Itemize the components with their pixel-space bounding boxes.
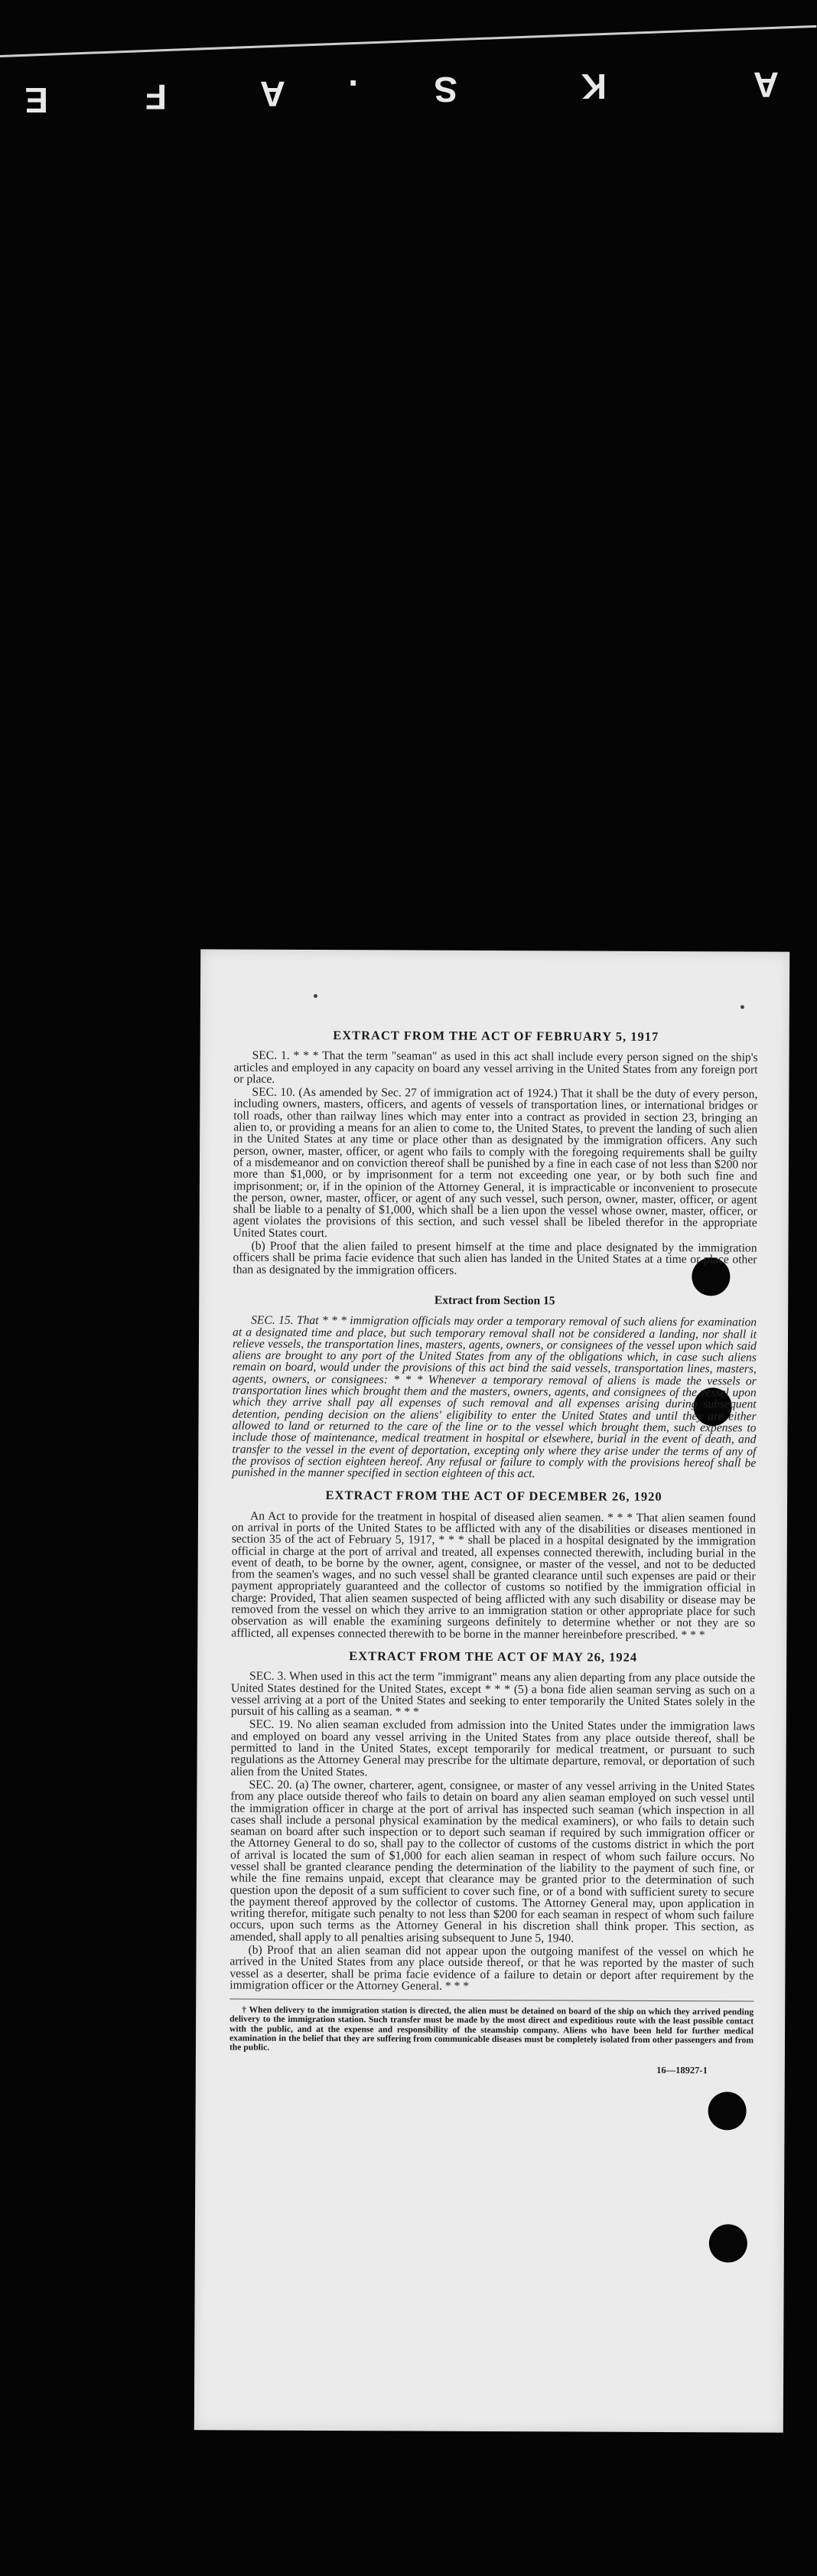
paragraph: SEC. 10. (As amended by Sec. 27 of immigration act of 1924.) That it shall be the duty of every person, including owners, masters, officers, and agents of vessels of transportation lines, or international bridges or toll roads, other than railway lines which may enter into a contract as provided in section 23, bringing an alien to, or providing a means for an alien to come to, the United States, to prevent the landing of such alien in the United States at any time or place other than as designated by the immigration officers. Any such person, owner, master, officer, or agent who fails to comply with the foregoing requirements shall be guilty of a misdemeanor and on conviction thereof shall be punished by a fine in each case of not less than $200 nor more than $1,000, or by imprisonment for a term not exceeding one year, or by both such fine and imprisonment; or, if in the opinion of the Attorney General, it is impracticable or inconvenient to prosecute the person, owner, master, officer, or agent of any such vessel, such person, owner, master, officer, or agent shall be liable to a penalty of $1,000, which shall be a lien upon the vessel whose owner, master, officer, or agent violates the provisions of this section, and such vessel shall be libeled therefor in the appropriate United States court. [233,1085,758,1240]
paragraph: (b) Proof that the alien failed to present himself at the time and place designated by the immigration officers shall be prima facie evidence that such alien has landed in the United States at a time or place other than as designated by the immigration officers. [233,1239,757,1277]
document-body [229,1029,758,2078]
paragraph: SEC. 15. That * * * immigration officials may order a temporary removal of such aliens for examination at a designated time and place, but such temporary removal shall not be considered a landing, nor shall it relieve vessels, the transportation lines, masters, agents, owners, or consignees of the vessel upon which said aliens are brought to any port of the United States from any of the obligations which, in case such aliens remain on board, would under the provisions of this act bind the said vessels, transportation lines, masters, agents, owners, or consignees: * * * Whenever a temporary removal of aliens is made the vessels or transportation lines which brought them and the masters, owners, agents, and consignees of the vessel upon which they arrive shall pay all expenses of such removal and all expenses arising during subsequent detention, pending decision on the aliens' eligibility to enter the United States and until they are either allowed to land or returned to the care of the line or to the vessel which brought them, such expenses to include those of maintenance, medical treatment in hospital or elsewhere, burial in the event of death, and transfer to the vessel in the event of deportation, excepting only where they arise under the terms of any of the provisos of section eighteen hereof. Any refusal or failure to comply with the provisions hereof shall be punished in the manner specified in section eighteen of this act. [232,1313,757,1481]
section-heading: EXTRACT FROM THE ACT OF FEBRUARY 5, 1917 [333,1028,659,1044]
film-letter: A [258,74,285,114]
film-letter: K [579,67,607,106]
paragraph: SEC. 1. * * * That the term "seaman" as used in this act shall include every person signed on the ship's articles and employed in any capacity on board any vessel arriving in the United States from any foreign port or place. [233,1048,758,1086]
document-page [194,949,789,2432]
form-code: 16—18927-1 [656,2065,708,2076]
binder-hole [709,2224,747,2262]
speck [741,1005,744,1009]
section-heading: EXTRACT FROM THE ACT OF MAY 26, 1924 [349,1648,638,1665]
paragraph: SEC. 20. (a) The owner, charterer, agent, consignee, or master of any vessel arriving in the United States from any place outside thereof who fails to detain on board any alien seaman employed on such vessel until the immigration officer in charge at the port of arrival has inspected such seaman (which inspection in all cases shall include a personal physical examination by the medical examiners), or who fails to detain such seaman on board after such inspection or to deport such seaman if required by such immigration officer or the Attorney General to do so, shall pay to the collector of customs of the customs district in which the port of arrival is located the sum of $1,000 for each alien seaman in respect of whom such failure occurs. No vessel shall be granted clearance pending the determination of the liability to the payment of such fine, or while the fine remains unpaid, except that clearance may be granted prior to the determination of such question upon the deposit of a sum sufficient to cover such fine, or of a bond with sufficient surety to secure the payment thereof approved by the collector of customs. The Attorney General may, upon application in writing therefor, mitigate such penalty to not less than $200 for each seaman in respect of whom such failure occurs, upon such terms as the Attorney General in his discretion shall think proper. This section, as amended, shall apply to all penalties arising subsequent to June 5, 1940. [229,1778,755,1945]
footnote-text: † When delivery to the immigration station is directed, the alien must be detained on board of the ship on which they arrived pending delivery to the immigration station. Such transfer must be made by the most direct and expeditious route with the least possible contact with the public, and at the expense and responsibility of the steamship company. Aliens who have been held for further medical examination in the belief that they are suffering from communicable diseases must be completely isolated from other passengers and from the public. [229,2004,754,2053]
film-letter: E [23,80,48,120]
film-letter: S [432,70,457,109]
section-heading: EXTRACT FROM THE ACT OF DECEMBER 26, 1920 [325,1488,662,1505]
speck [314,994,317,998]
footnote [229,1999,754,2055]
paragraph: An Act to provide for the treatment in hospital of diseased alien seamen. * * * That alien seamen found on arrival in ports of the United States to be afflicted with any of the disabilities or diseases mentioned in section 35 of the act of February 5, 1917, * * * shall be placed in a hospital designated by the immigration official in charge at the port of arrival and treated, all expenses connected therewith, including burial in the event of death, to be borne by the owner, agent, consignee, or master of the vessel, and not to be deducted from the seamen's wages, and no such vessel shall be granted clearance until such expenses are paid or their payment appropriately guaranteed and the collector of customs so notified by the immigration official in charge: Provided, That alien seamen suspected of being afflicted with any such disability or disease may be removed from the vessel on which they arrive to an immigration station or other appropriate place for such observation as will enable the examining surgeons definitely to determine whether or not they are so afflicted, all expenses connected therewith to be borne in the manner hereinbefore prescribed. * * * [231,1509,757,1642]
paragraph: SEC. 3. When used in this act the term "immigrant" means any alien departing from any place outside the United States destined for the United States, except * * * (5) a bona fide alien seaman serving as such on a vessel arriving at a port of the United States and seeking to enter temporarily the United States solely in the pursuit of his calling as a seaman. * * * [230,1669,756,1719]
film-letter: . [347,73,358,112]
film-letter: A [751,65,779,105]
binder-hole [708,2092,746,2130]
film-header-letters [0,31,817,122]
film-letter: F [143,77,167,117]
paragraph: SEC. 19. No alien seaman excluded from admission into the United States under the immigration laws and employed on board any vessel arriving in the United States from any place outside thereof, shall be permitted to land in the United States, except temporarily for medical treatment, or pursuant to such regulations as the Attorney General may prescribe for the ultimate departure, removal, or deportation of such alien from the United States. [230,1718,755,1779]
paragraph: (b) Proof that an alien seaman did not appear upon the outgoing manifest of the vessel on which he arrived in the United States from any place outside thereof, or that he was reported by the master of such vessel as a deserter, shall be prima facie evidence of a failure to detain or deport after requirement by the immigration officer or the Attorney General. * * * [229,1943,754,1993]
section-heading: Extract from Section 15 [434,1293,555,1308]
